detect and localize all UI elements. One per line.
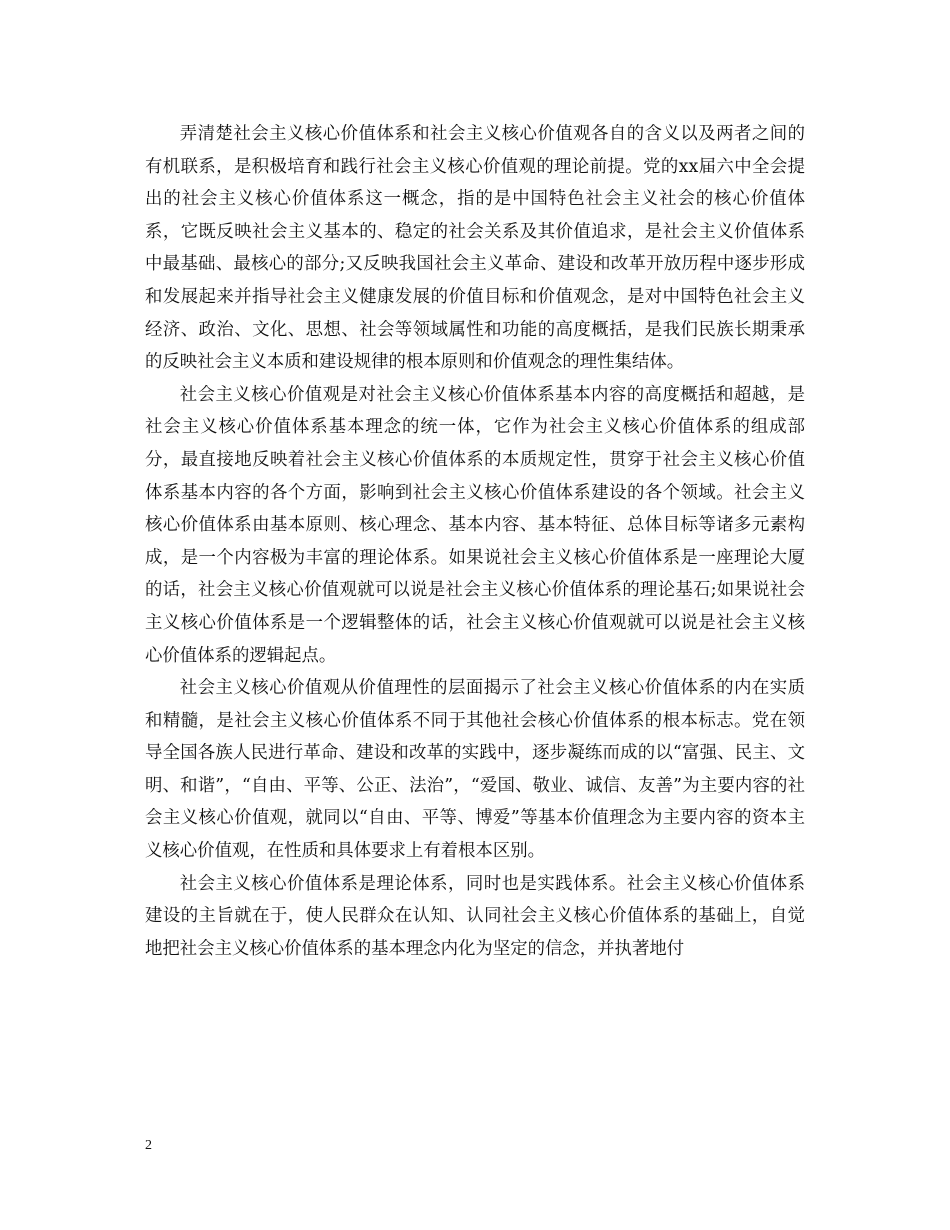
document-body	[145, 118, 805, 965]
paragraph-3: 社会主义核心价值观从价值理性的层面揭示了社会主义核心价值体系的内在实质和精髓，是社会主义核心价值体系不同于其他社会核心价值体系的根本标志。党在领导全国各族人民进行革命、建设和改革的实践中，逐步凝练而成的以“富强、民主、文明、和谐”，“自由、平等、公正、法治”，“爱国、敬业、诚信、友善”为主要内容的社会主义核心价值观，就同以“自由、平等、博爱”等基本价值理念为主要内容的资本主义核心价值观，在性质和具体要求上有着根本区别。	[145, 678, 805, 862]
paragraph-2: 社会主义核心价值观是对社会主义核心价值体系基本内容的高度概括和超越，是社会主义核心价值体系基本理念的统一体，它作为社会主义核心价值体系的组成部分，最直接地反映着社会主义核心价值体系的本质规定性，贯穿于社会主义核心价值体系基本内容的各个方面，影响到社会主义核心价值体系建设的各个领域。社会主义核心价值体系由基本原则、核心理念、基本内容、基本特征、总体目标等诸多元素构成，是一个内容极为丰富的理论体系。如果说社会主义核心价值体系是一座理论大厦的话，社会主义核心价值观就可以说是社会主义核心价值体系的理论基石;如果说社会主义核心价值体系是一个逻辑整体的话，社会主义核心价值观就可以说是社会主义核心价值体系的逻辑起点。	[145, 384, 805, 666]
paragraph-4: 社会主义核心价值体系是理论体系，同时也是实践体系。社会主义核心价值体系建设的主旨就在于，使人民群众在认知、认同社会主义核心价值体系的基础上，自觉地把社会主义核心价值体系的基本理念内化为坚定的信念，并执著地付	[145, 873, 805, 959]
paragraph-1: 弄清楚社会主义核心价值体系和社会主义核心价值观各自的含义以及两者之间的有机联系，是积极培育和践行社会主义核心价值观的理论前提。党的xx届六中全会提出的社会主义核心价值体系这一概念，指的是中国特色社会主义社会的核心价值体系，它既反映社会主义基本的、稳定的社会关系及其价值追求，是社会主义价值体系中最基础、最核心的部分;又反映我国社会主义革命、建设和改革开放历程中逐步形成和发展起来并指导社会主义健康发展的价值目标和价值观念，是对中国特色社会主义经济、政治、文化、思想、社会等领域属性和功能的高度概括，是我们民族长期秉承的反映社会主义本质和建设规律的根本原则和价值观念的理性集结体。	[145, 124, 805, 373]
page-number: 2	[145, 1138, 152, 1153]
